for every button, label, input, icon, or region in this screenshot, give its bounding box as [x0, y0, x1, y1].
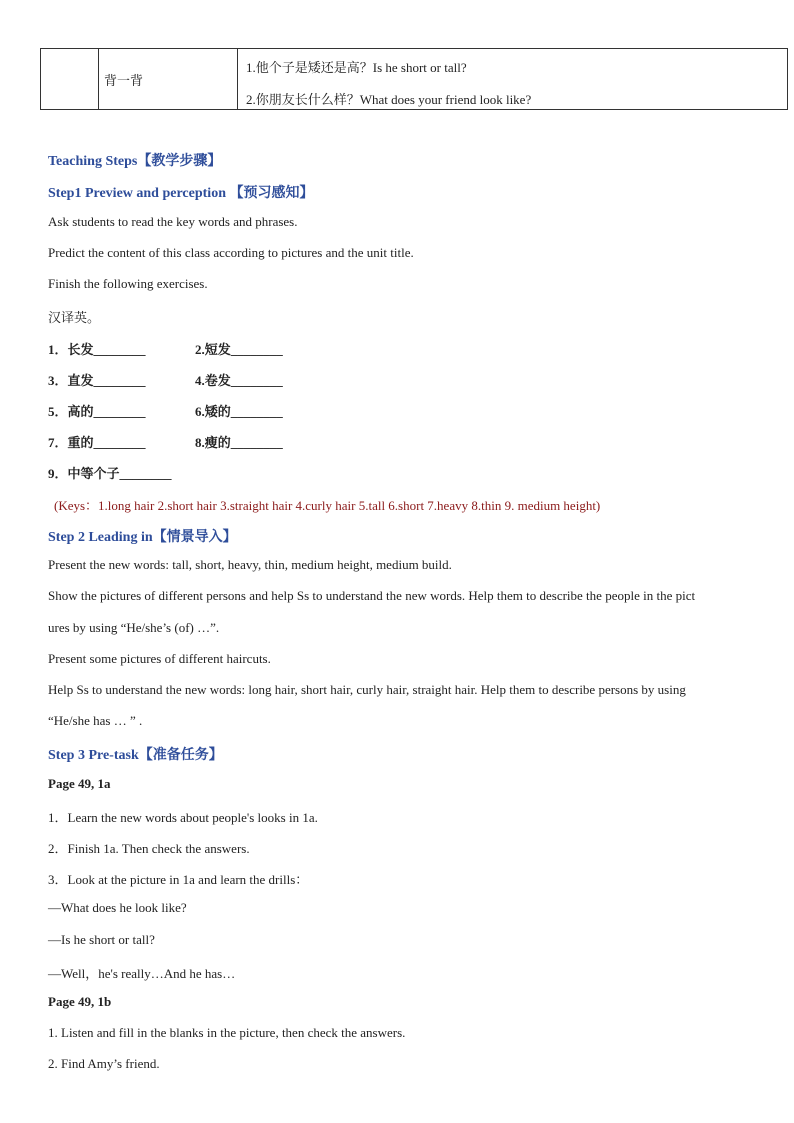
- answer-keys: (Keys：1.long hair 2.short hair 3.straight hair 4.curly hair 5.tall 6.short 7.heavy 8.thin 9. medium height): [54, 498, 601, 513]
- step1-heading: Step1 Preview and perception 【预习感知】: [48, 186, 314, 201]
- exercise-item: 8.瘦的________: [195, 435, 283, 450]
- step3-line: 2．Finish 1a. Then check the answers.: [48, 841, 250, 856]
- page-ref: Page 49, 1a: [48, 776, 111, 791]
- exercise-item: 5．高的________: [48, 404, 146, 419]
- table-content-cell: [239, 49, 787, 109]
- step3-line: —Is he short or tall?: [48, 932, 155, 947]
- step3-line: 1．Learn the new words about people's looks in 1a.: [48, 810, 318, 825]
- step2-heading: Step 2 Leading in【情景导入】: [48, 530, 237, 545]
- step2-line: Show the pictures of different persons and help Ss to understand the new words. Help them to describe the people in the pict: [48, 588, 696, 603]
- table-label: 背一背: [104, 72, 144, 88]
- exercise-item: 7．重的________: [48, 435, 146, 450]
- table-item: 1.他个子是矮还是高？Is he short or tall?: [246, 60, 467, 75]
- step3-line: 2. Find Amy’s friend.: [48, 1056, 160, 1071]
- exercise-item: 6.矮的________: [195, 404, 283, 419]
- step3-line: 3．Look at the picture in 1a and learn the drills：: [48, 872, 309, 887]
- step1-line: 汉译英。: [48, 310, 101, 325]
- step2-line: Help Ss to understand the new words: long hair, short hair, curly hair, straight hair. Help them to describe persons by using: [48, 682, 686, 697]
- step2-line: “He/she has … ” .: [48, 713, 143, 728]
- exercise-item: 1．长发________: [48, 342, 146, 357]
- step2-line: ures by using “He/she’s (of) …”.: [48, 620, 220, 635]
- table-label-cell: [98, 49, 238, 109]
- step1-line: Ask students to read the key words and phrases.: [48, 214, 298, 229]
- step3-line: 1. Listen and fill in the blanks in the picture, then check the answers.: [48, 1025, 406, 1040]
- exercise-item: 3．直发________: [48, 373, 146, 388]
- step2-line: Present the new words: tall, short, heavy, thin, medium height, medium build.: [48, 557, 452, 572]
- table-empty-cell: [41, 49, 99, 109]
- exercise-item: 2.短发________: [195, 342, 283, 357]
- step2-line: Present some pictures of different haircuts.: [48, 651, 271, 666]
- table-item: 2.你朋友长什么样？What does your friend look like?: [246, 92, 532, 107]
- review-table: [40, 48, 788, 110]
- step3-line: —What does he look like?: [48, 900, 187, 915]
- step1-line: Predict the content of this class according to pictures and the unit title.: [48, 245, 414, 260]
- exercise-item: 4.卷发________: [195, 373, 283, 388]
- teaching-steps-heading: Teaching Steps【教学步骤】: [48, 154, 222, 169]
- step1-line: Finish the following exercises.: [48, 276, 208, 291]
- step3-line: —Well，he's really…And he has…: [48, 966, 236, 981]
- step3-heading: Step 3 Pre-task【准备任务】: [48, 748, 223, 763]
- page-ref: Page 49, 1b: [48, 994, 112, 1009]
- exercise-item: 9．中等个子________: [48, 466, 172, 481]
